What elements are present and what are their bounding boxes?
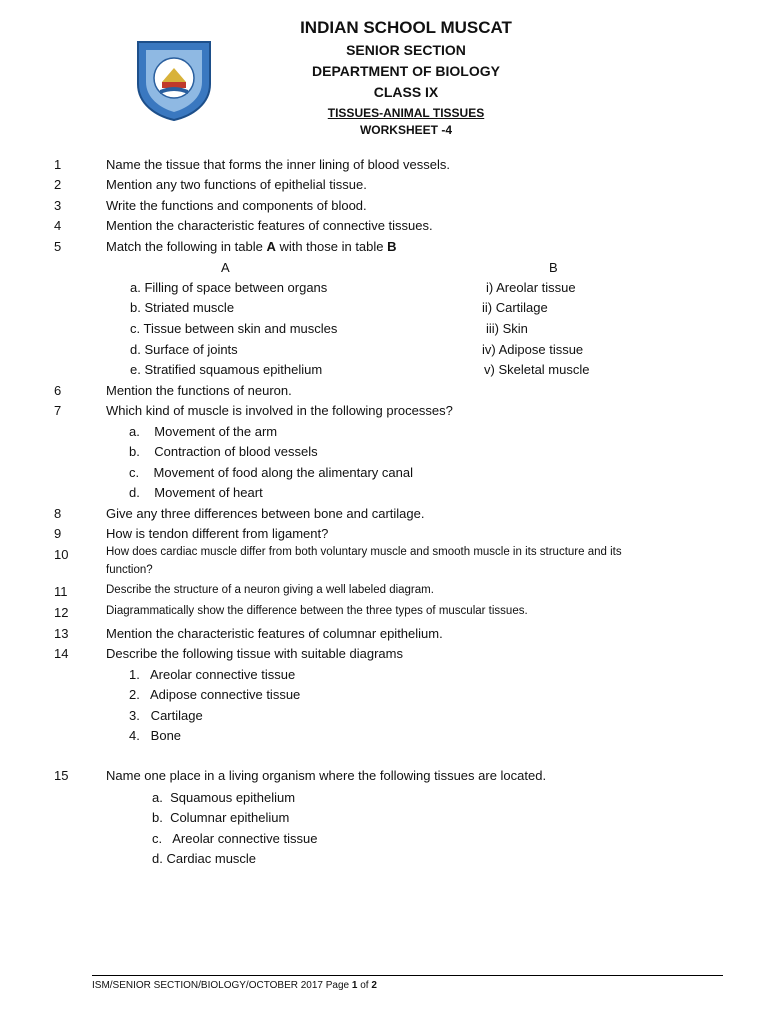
q14-item: 3. Cartilage <box>129 708 203 723</box>
footer-divider <box>92 975 723 976</box>
match-b-item: v) Skeletal muscle <box>484 362 590 377</box>
question-text-continued: function? <box>106 564 153 576</box>
school-logo <box>132 38 216 122</box>
q7-item: b. Contraction of blood vessels <box>129 444 318 459</box>
question-text: Name one place in a living organism where the following tissues are located. <box>106 768 547 783</box>
question-text: Mention the functions of neuron. <box>106 383 292 398</box>
topic-title: TISSUES-ANIMAL TISSUES <box>327 106 485 120</box>
match-a-item: b. Striated muscle <box>130 300 235 315</box>
question-text: Diagrammatically show the difference between the three types of muscular tissues. <box>106 605 528 617</box>
table-a-heading: A <box>221 260 230 275</box>
q7-item: c. Movement of food along the alimentary canal <box>129 465 413 480</box>
question-number: 9 <box>54 526 62 541</box>
question-text: Write the functions and components of blood. <box>106 198 367 213</box>
question-text: Name the tissue that forms the inner lining of blood vessels. <box>106 157 450 172</box>
section-title: SENIOR SECTION <box>346 42 466 58</box>
question-text: Match the following in table A with those in table B <box>106 239 397 254</box>
question-text: Describe the following tissue with suitable diagrams <box>106 646 403 661</box>
question-number: 2 <box>54 177 62 192</box>
q15-item: a. Squamous epithelium <box>152 790 296 805</box>
match-a-item: a. Filling of space between organs <box>130 280 328 295</box>
match-a-item: c. Tissue between skin and muscles <box>130 321 338 336</box>
question-number: 13 <box>54 626 69 641</box>
class-title: CLASS IX <box>373 84 439 100</box>
question-number: 14 <box>54 646 69 661</box>
question-text: Which kind of muscle is involved in the following processes? <box>106 403 453 418</box>
question-text: Describe the structure of a neuron giving a well labeled diagram. <box>106 584 434 596</box>
page-footer: ISM/SENIOR SECTION/BIOLOGY/OCTOBER 2017 Page 1 of 2 <box>92 980 377 991</box>
match-b-item: ii) Cartilage <box>482 300 548 315</box>
question-number: 5 <box>54 239 62 254</box>
match-b-item: iii) Skin <box>486 321 528 336</box>
question-text: Give any three differences between bone and cartilage. <box>106 506 425 521</box>
q15-item: d. Cardiac muscle <box>152 851 257 866</box>
q14-item: 1. Areolar connective tissue <box>129 667 296 682</box>
match-b-item: iv) Adipose tissue <box>482 342 584 357</box>
question-text: How is tendon different from ligament? <box>106 526 329 541</box>
question-number: 7 <box>54 403 62 418</box>
q7-item: d. Movement of heart <box>129 485 263 500</box>
department-title: DEPARTMENT OF BIOLOGY <box>312 63 500 79</box>
q7-item: a. Movement of the arm <box>129 424 278 439</box>
worksheet-title: WORKSHEET -4 <box>359 123 452 137</box>
question-number: 3 <box>54 198 62 213</box>
question-number: 4 <box>54 218 62 233</box>
question-number: 10 <box>54 547 69 562</box>
question-number: 6 <box>54 383 62 398</box>
q14-item: 2. Adipose connective tissue <box>129 687 301 702</box>
table-b-heading: B <box>549 260 558 275</box>
question-text: Mention any two functions of epithelial tissue. <box>106 177 367 192</box>
question-text: Mention the characteristic features of connective tissues. <box>106 218 433 233</box>
question-number: 15 <box>54 768 69 783</box>
match-b-item: i) Areolar tissue <box>486 280 576 295</box>
match-a-item: e. Stratified squamous epithelium <box>130 362 323 377</box>
question-number: 12 <box>54 605 69 620</box>
q15-item: b. Columnar epithelium <box>152 810 290 825</box>
question-text: How does cardiac muscle differ from both voluntary muscle and smooth muscle in its structure and its <box>106 546 622 558</box>
q15-item: c. Areolar connective tissue <box>152 831 318 846</box>
school-name: INDIAN SCHOOL MUSCAT <box>300 18 512 37</box>
question-number: 11 <box>54 584 68 599</box>
question-number: 8 <box>54 506 62 521</box>
question-text: Mention the characteristic features of columnar epithelium. <box>106 626 443 641</box>
match-a-item: d. Surface of joints <box>130 342 238 357</box>
question-number: 1 <box>54 157 62 172</box>
q14-item: 4. Bone <box>129 728 182 743</box>
